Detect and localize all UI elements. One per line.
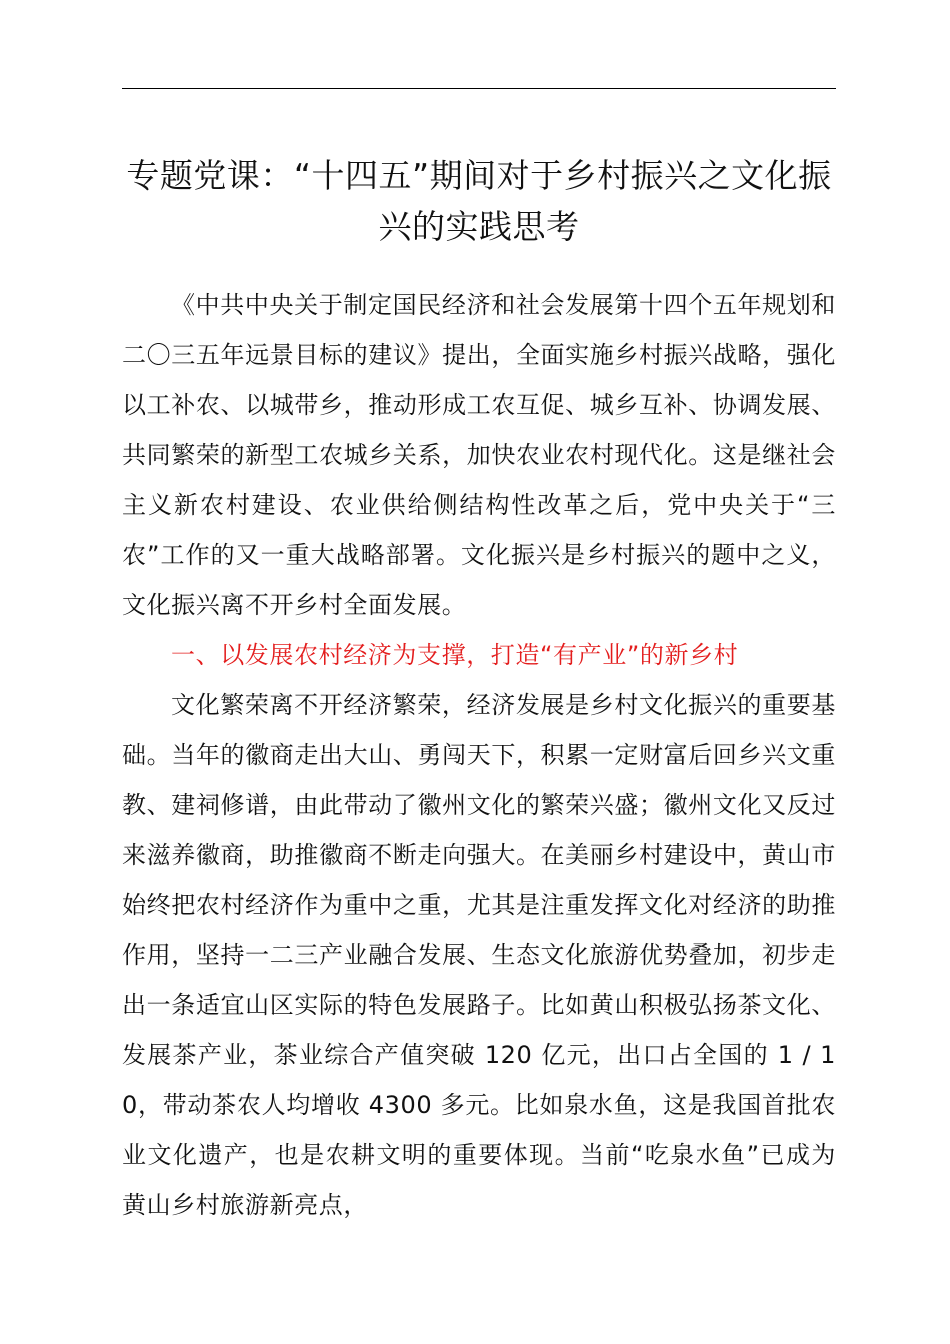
header-rule	[122, 88, 836, 89]
section-1-paragraph: 文化繁荣离不开经济繁荣，经济发展是乡村文化振兴的重要基础。当年的徽商走出大山、勇闯天下，积累一定财富后回乡兴文重教、建祠修谱，由此带动了徽州文化的繁荣兴盛；徽州文化又反过来滋养徽商，助推徽商不断走向强大。在美丽乡村建设中，黄山市始终把农村经济作为重中之重，尤其是注重发挥文化对经济的助推作用，坚持一二三产业融合发展、生态文化旅游优势叠加，初步走出一条适宜山区实际的特色发展路子。比如黄山积极弘扬茶文化、发展茶产业，茶业综合产值突破 120 亿元，出口占全国的 1 / 10，带动茶农人均增收 4300 多元。比如泉水鱼，这是我国首批农业文化遗产，也是农耕文明的重要体现。当前“吃泉水鱼”已成为黄山乡村旅游新亮点，	[122, 691, 836, 1219]
document-body	[122, 280, 836, 1230]
section-heading-1: 一、以发展农村经济为支撑，打造“有产业”的新乡村	[171, 641, 739, 669]
intro-paragraph: 《中共中央关于制定国民经济和社会发展第十四个五年规划和二〇三五年远景目标的建议》提出，全面实施乡村振兴战略，强化以工补农、以城带乡，推动形成工农互促、城乡互补、协调发展、共同繁荣的新型工农城乡关系，加快农业农村现代化。这是继社会主义新农村建设、农业供给侧结构性改革之后，党中央关于“三农”工作的又一重大战略部署。文化振兴是乡村振兴的题中之义，文化振兴离不开乡村全面发展。	[122, 291, 836, 619]
document-title: 专题党课：“十四五”期间对于乡村振兴之文化振兴的实践思考	[126, 156, 832, 246]
